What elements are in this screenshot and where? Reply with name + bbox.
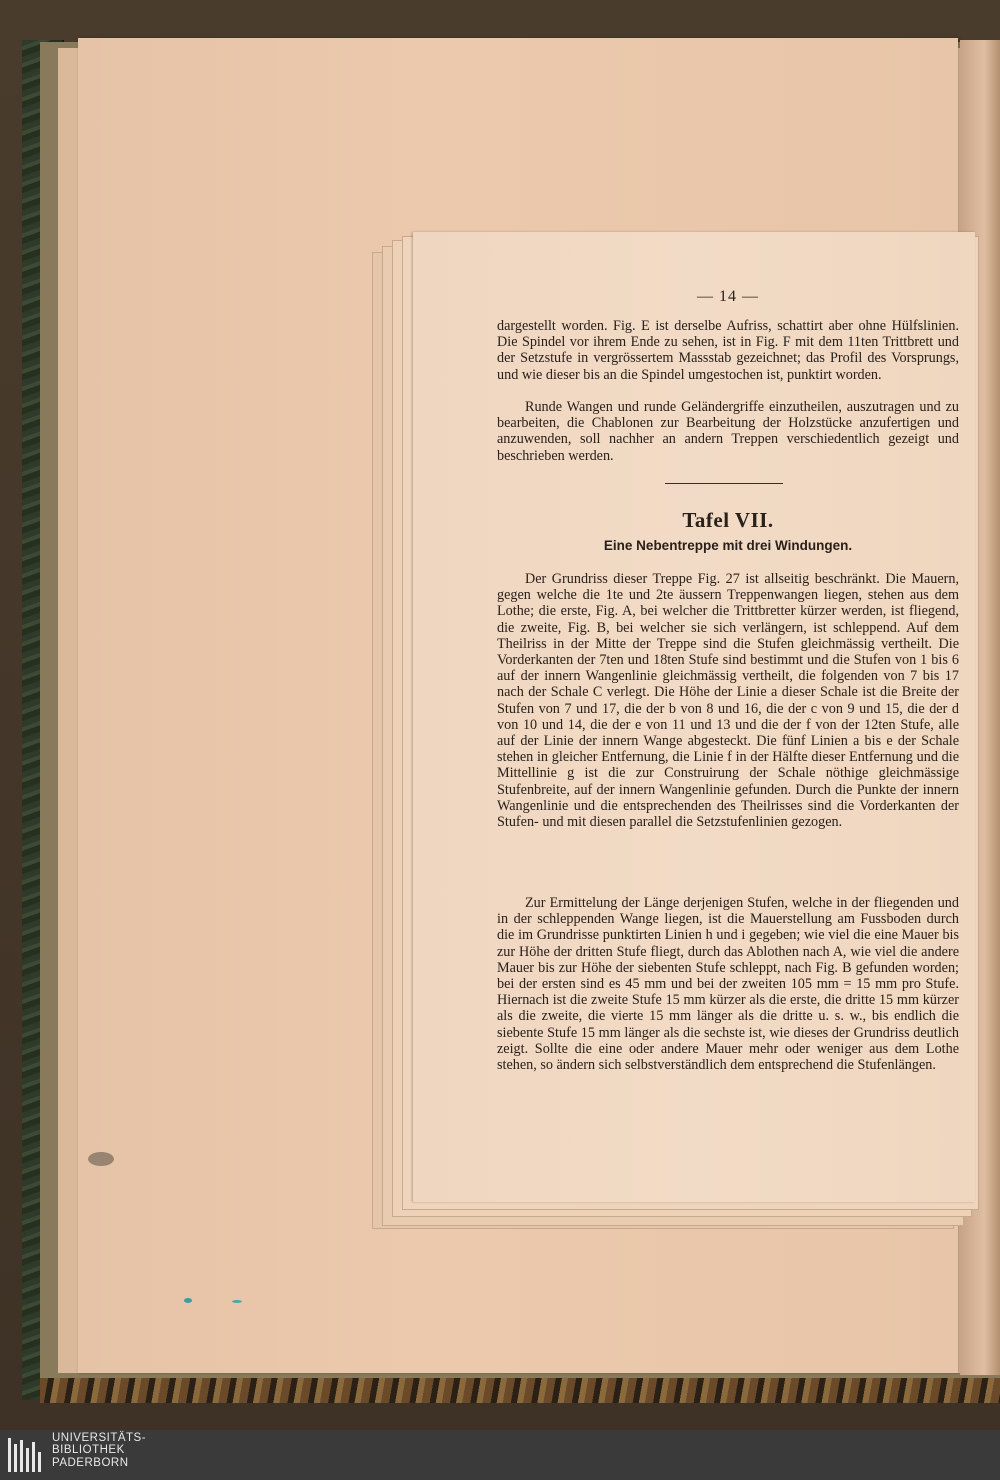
intro-paragraph-1: dargestellt worden. Fig. E ist derselbe Aufriss, schattirt aber ohne Hülfslinien. Die Spindel vor ihrem Ende zu sehen, ist in Fig. F mit dem 11ten Trittbrett und der Setzstufe in vergrössertem Massstab gezeichnet; das Profil des Vorsprungs, und wie dieser bis an die Spindel umgestochen ist, punktirt worden. <box>497 318 959 383</box>
body-paragraph-1: Der Grundriss dieser Treppe Fig. 27 ist allseitig beschränkt. Die Mauern, gegen welche die 1te und 2te äussern Treppenwangen liegen, stehen aus dem Lothe; die erste, Fig. A, bei welcher die Trittbretter kürzer werden, ist fliegend, die zweite, Fig. B, bei welcher sie sich verlängern, ist schleppend. Auf dem Theilriss in der Mitte der Treppe sind die Stufen gleichmässig vertheilt. Die Vorderkanten der 7ten und 18ten Stufe sind bestimmt und die Stufen von 1 bis 6 auf der innern Wangenlinie gleichmässig vertheilt, die folgenden von 7 bis 17 nach der Schale C verlegt. Die Höhe der Linie a dieser Schale ist die Breite der Stufen von 7 und 17, die der b von 8 und 16, die der c von 9 und 15, die der d von 10 und 14, die der e von 11 und 13 und die der f von der 12ten Stufe, alle auf der Linie der innern Wange abgesteckt. Die fünf Linien a bis e der Schale stehen in gleicher Entfernung, die Linie f in der Hälfte dieser Entfernung und die Mittellinie g ist die zur Construirung der Schale nöthige gleichmässige Stufenbreite, auf der innern Wangenlinie gefunden. Durch die Punkte der innern Wangenlinie und die entsprechenden des Theilrisses sind die Vorderkanten der Stufen- und mit diesen parallel die Setzstufenlinien gezogen. <box>497 571 959 831</box>
library-logo-icon <box>6 1436 44 1474</box>
library-footer <box>0 1430 1000 1480</box>
library-name-line: PADERBORN <box>52 1456 129 1469</box>
marbled-cover-edge <box>40 1378 1000 1403</box>
teal-speck <box>232 1300 242 1303</box>
library-name-line: BIBLIOTHEK <box>52 1444 125 1457</box>
intro-paragraph-2: Runde Wangen und runde Geländergriffe einzutheilen, auszutragen und zu bearbeiten, die Chablonen zur Bearbeitung der Holzstücke anzufertigen und anzuwenden, soll nachher an andern Treppen verschiedentlich gezeigt und beschrieben werden. <box>497 399 959 464</box>
page-number: — 14 — <box>697 288 759 305</box>
section-title: Tafel VII. <box>682 508 774 532</box>
body-paragraph-2: Zur Ermittelung der Länge derjenigen Stufen, welche in der fliegenden und in der schleppenden Wange liegen, ist die Mauerstellung am Fussboden durch die im Grundrisse punktirten Linien h und i gegeben; wie viel die eine Mauer bis zur Höhe der dritten Stufe fliegt, durch das Ablothen nach A, wie viel die andere Mauer bis zur Höhe der siebenten Stufe schleppt, nach Fig. B gefunden worden; bei der ersten sind es 45 mm und bei der zweiten 105 mm = 15 mm pro Stufe. Hiernach ist die zweite Stufe 15 mm kürzer als die erste, die dritte 15 mm kürzer als die zweite, die vierte 15 mm länger als die dritte u. s. w., bis endlich die siebente Stufe 15 mm länger als die sechste ist, wie dieses der Grundriss deutlich zeigt. Sollte die eine oder andere Mauer mehr oder weniger aus dem Lothe stehen, so ändern sich selbstverständlich dem entsprechend die Stufenlängen. <box>497 895 959 1074</box>
ink-smudge <box>88 1152 114 1166</box>
section-subtitle: Eine Nebentreppe mit drei Windungen. <box>603 538 853 553</box>
section-divider <box>665 483 783 484</box>
library-name-line: UNIVERSITÄTS- <box>52 1432 147 1444</box>
teal-speck <box>184 1298 192 1303</box>
library-name <box>52 1432 146 1469</box>
